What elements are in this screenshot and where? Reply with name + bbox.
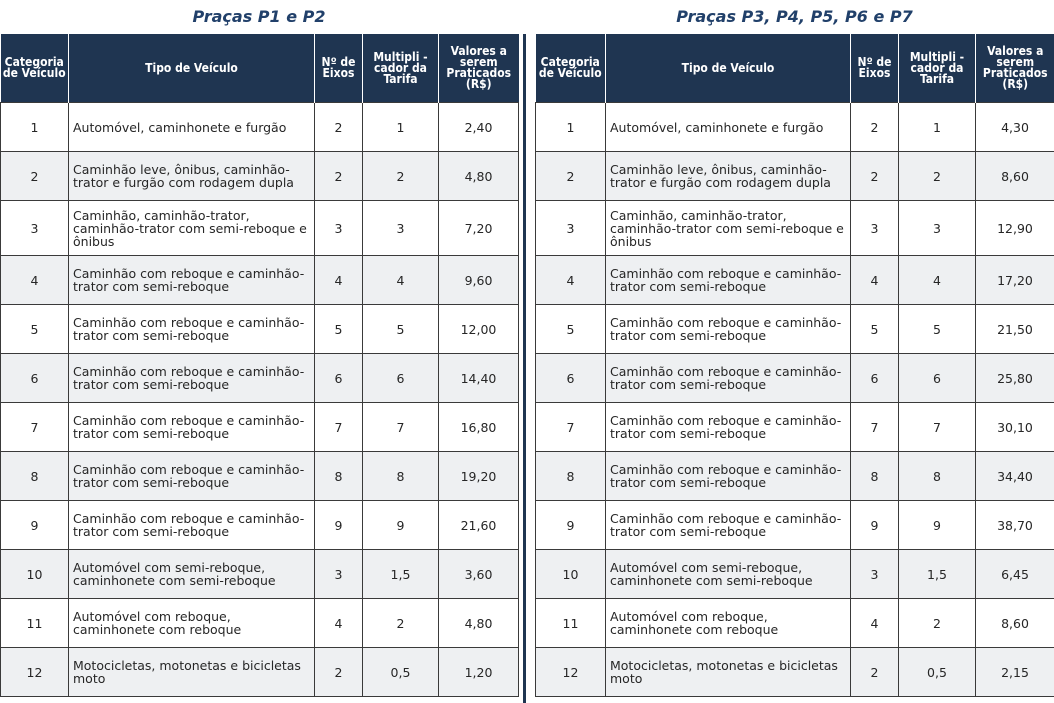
cell-tipo: Motocicletas, motonetas e bicicletas moto: [606, 648, 851, 697]
cell-eixos: 4: [851, 599, 899, 648]
cell-multiplicador: 3: [899, 201, 976, 256]
table-row: [1, 648, 519, 697]
cell-eixos: 9: [315, 501, 363, 550]
cell-eixos: 9: [851, 501, 899, 550]
cell-eixos: 2: [315, 648, 363, 697]
header-tipo: Tipo de Veículo: [69, 34, 315, 103]
cell-tipo: Caminhão, caminhão-trator, caminhão-trator com semi-reboque e ônibus: [606, 201, 851, 256]
cell-tipo: Motocicletas, motonetas e bicicletas moto: [69, 648, 315, 697]
cell-valor: 6,45: [976, 550, 1054, 599]
cell-multiplicador: 2: [363, 152, 439, 201]
cell-eixos: 8: [315, 452, 363, 501]
cell-tipo: Caminhão com reboque e caminhão-trator com semi-reboque: [69, 452, 315, 501]
cell-tipo: Caminhão com reboque e caminhão-trator com semi-reboque: [606, 501, 851, 550]
cell-multiplicador: 6: [899, 354, 976, 403]
table-row: [536, 403, 1054, 452]
cell-multiplicador: 4: [363, 256, 439, 305]
header-eixos: Nº de Eixos: [315, 34, 363, 103]
table-panel-p3-p7: [535, 0, 1054, 697]
cell-categoria: 10: [536, 550, 606, 599]
cell-multiplicador: 4: [899, 256, 976, 305]
table-row: [1, 152, 519, 201]
cell-eixos: 2: [315, 152, 363, 201]
cell-categoria: 3: [536, 201, 606, 256]
cell-categoria: 2: [1, 152, 69, 201]
cell-eixos: 2: [851, 152, 899, 201]
table-header-row: [1, 34, 519, 103]
cell-valor: 12,90: [976, 201, 1054, 256]
cell-tipo: Automóvel com semi-reboque, caminhonete com semi-reboque: [69, 550, 315, 599]
cell-valor: 8,60: [976, 152, 1054, 201]
cell-tipo: Caminhão com reboque e caminhão-trator com semi-reboque: [606, 354, 851, 403]
table-header-row: [536, 34, 1054, 103]
cell-categoria: 12: [1, 648, 69, 697]
table-row: [1, 354, 519, 403]
cell-tipo: Caminhão com reboque e caminhão-trator com semi-reboque: [606, 256, 851, 305]
cell-categoria: 7: [1, 403, 69, 452]
cell-valor: 8,60: [976, 599, 1054, 648]
cell-valor: 4,80: [439, 599, 519, 648]
cell-tipo: Automóvel, caminhonete e furgão: [606, 103, 851, 152]
cell-valor: 30,10: [976, 403, 1054, 452]
cell-multiplicador: 8: [363, 452, 439, 501]
cell-categoria: 8: [536, 452, 606, 501]
cell-multiplicador: 8: [899, 452, 976, 501]
panel-divider: [523, 34, 526, 703]
cell-multiplicador: 7: [363, 403, 439, 452]
cell-multiplicador: 5: [899, 305, 976, 354]
cell-valor: 4,80: [439, 152, 519, 201]
cell-tipo: Caminhão, caminhão-trator, caminhão-trator com semi-reboque e ônibus: [69, 201, 315, 256]
header-eixos: Nº de Eixos: [851, 34, 899, 103]
cell-eixos: 2: [315, 103, 363, 152]
header-tipo: Tipo de Veículo: [606, 34, 851, 103]
cell-multiplicador: 9: [363, 501, 439, 550]
cell-categoria: 4: [536, 256, 606, 305]
cell-eixos: 4: [851, 256, 899, 305]
table-row: [1, 550, 519, 599]
cell-tipo: Caminhão com reboque e caminhão-trator com semi-reboque: [69, 305, 315, 354]
cell-valor: 17,20: [976, 256, 1054, 305]
cell-valor: 4,30: [976, 103, 1054, 152]
cell-eixos: 2: [851, 103, 899, 152]
cell-multiplicador: 0,5: [899, 648, 976, 697]
cell-valor: 12,00: [439, 305, 519, 354]
cell-tipo: Automóvel com reboque, caminhonete com reboque: [606, 599, 851, 648]
cell-tipo: Caminhão com reboque e caminhão-trator com semi-reboque: [69, 354, 315, 403]
cell-eixos: 3: [851, 550, 899, 599]
cell-categoria: 12: [536, 648, 606, 697]
cell-valor: 38,70: [976, 501, 1054, 550]
cell-eixos: 3: [851, 201, 899, 256]
table-row: [536, 305, 1054, 354]
cell-categoria: 6: [536, 354, 606, 403]
cell-multiplicador: 2: [899, 152, 976, 201]
table-row: [1, 201, 519, 256]
cell-multiplicador: 7: [899, 403, 976, 452]
cell-valor: 9,60: [439, 256, 519, 305]
cell-categoria: 5: [1, 305, 69, 354]
cell-categoria: 5: [536, 305, 606, 354]
cell-categoria: 11: [536, 599, 606, 648]
cell-categoria: 3: [1, 201, 69, 256]
header-multiplicador: Multipli - cador da Tarifa: [899, 34, 976, 103]
cell-eixos: 4: [315, 599, 363, 648]
header-multiplicador: Multipli - cador da Tarifa: [363, 34, 439, 103]
cell-categoria: 6: [1, 354, 69, 403]
panel-title: Praças P3, P4, P5, P6 e P7: [676, 7, 913, 26]
cell-multiplicador: 0,5: [363, 648, 439, 697]
cell-categoria: 11: [1, 599, 69, 648]
cell-valor: 1,20: [439, 648, 519, 697]
cell-multiplicador: 3: [363, 201, 439, 256]
toll-table: [0, 34, 519, 697]
cell-tipo: Caminhão com reboque e caminhão-trator com semi-reboque: [606, 403, 851, 452]
cell-multiplicador: 1: [899, 103, 976, 152]
cell-eixos: 8: [851, 452, 899, 501]
cell-tipo: Automóvel com reboque, caminhonete com reboque: [69, 599, 315, 648]
header-categoria: Categoria de Veículo: [536, 34, 606, 103]
cell-eixos: 7: [851, 403, 899, 452]
cell-categoria: 2: [536, 152, 606, 201]
cell-tipo: Caminhão com reboque e caminhão-trator com semi-reboque: [69, 403, 315, 452]
cell-multiplicador: 1,5: [899, 550, 976, 599]
table-row: [536, 648, 1054, 697]
cell-eixos: 4: [315, 256, 363, 305]
table-body: [1, 103, 519, 697]
cell-multiplicador: 2: [899, 599, 976, 648]
cell-eixos: 5: [851, 305, 899, 354]
cell-eixos: 3: [315, 201, 363, 256]
cell-tipo: Caminhão com reboque e caminhão-trator com semi-reboque: [69, 256, 315, 305]
header-categoria: Categoria de Veículo: [1, 34, 69, 103]
cell-valor: 14,40: [439, 354, 519, 403]
cell-valor: 2,15: [976, 648, 1054, 697]
table-row: [1, 452, 519, 501]
cell-eixos: 3: [315, 550, 363, 599]
table-row: [536, 599, 1054, 648]
panel-title: Praças P1 e P2: [192, 7, 326, 26]
cell-categoria: 8: [1, 452, 69, 501]
cell-categoria: 4: [1, 256, 69, 305]
cell-tipo: Caminhão leve, ônibus, caminhão-trator e furgão com rodagem dupla: [69, 152, 315, 201]
table-row: [1, 501, 519, 550]
cell-tipo: Automóvel, caminhonete e furgão: [69, 103, 315, 152]
cell-valor: 21,50: [976, 305, 1054, 354]
cell-categoria: 10: [1, 550, 69, 599]
header-valores: Valores a serem Praticados (R$): [976, 34, 1054, 103]
table-row: [536, 452, 1054, 501]
cell-tipo: Automóvel com semi-reboque, caminhonete com semi-reboque: [606, 550, 851, 599]
table-row: [536, 256, 1054, 305]
table-row: [536, 103, 1054, 152]
cell-eixos: 2: [851, 648, 899, 697]
cell-tipo: Caminhão leve, ônibus, caminhão-trator e furgão com rodagem dupla: [606, 152, 851, 201]
cell-tipo: Caminhão com reboque e caminhão-trator com semi-reboque: [606, 452, 851, 501]
table-row: [1, 599, 519, 648]
header-valores: Valores a serem Praticados (R$): [439, 34, 519, 103]
cell-multiplicador: 5: [363, 305, 439, 354]
table-row: [536, 201, 1054, 256]
toll-table: [535, 34, 1054, 697]
cell-multiplicador: 1: [363, 103, 439, 152]
table-row: [536, 152, 1054, 201]
cell-categoria: 9: [1, 501, 69, 550]
cell-eixos: 6: [315, 354, 363, 403]
cell-tipo: Caminhão com reboque e caminhão-trator com semi-reboque: [606, 305, 851, 354]
table-row: [536, 501, 1054, 550]
cell-eixos: 5: [315, 305, 363, 354]
table-row: [1, 103, 519, 152]
cell-categoria: 1: [536, 103, 606, 152]
table-row: [1, 403, 519, 452]
cell-multiplicador: 9: [899, 501, 976, 550]
cell-valor: 2,40: [439, 103, 519, 152]
table-row: [1, 305, 519, 354]
table-panel-p1-p2: [0, 0, 518, 697]
cell-categoria: 7: [536, 403, 606, 452]
cell-multiplicador: 1,5: [363, 550, 439, 599]
cell-valor: 34,40: [976, 452, 1054, 501]
cell-valor: 16,80: [439, 403, 519, 452]
cell-valor: 21,60: [439, 501, 519, 550]
cell-valor: 19,20: [439, 452, 519, 501]
cell-valor: 3,60: [439, 550, 519, 599]
cell-eixos: 7: [315, 403, 363, 452]
cell-eixos: 6: [851, 354, 899, 403]
table-row: [1, 256, 519, 305]
cell-valor: 25,80: [976, 354, 1054, 403]
cell-multiplicador: 6: [363, 354, 439, 403]
cell-valor: 7,20: [439, 201, 519, 256]
cell-multiplicador: 2: [363, 599, 439, 648]
cell-categoria: 9: [536, 501, 606, 550]
table-body: [536, 103, 1054, 697]
cell-tipo: Caminhão com reboque e caminhão-trator com semi-reboque: [69, 501, 315, 550]
table-row: [536, 354, 1054, 403]
table-row: [536, 550, 1054, 599]
cell-categoria: 1: [1, 103, 69, 152]
